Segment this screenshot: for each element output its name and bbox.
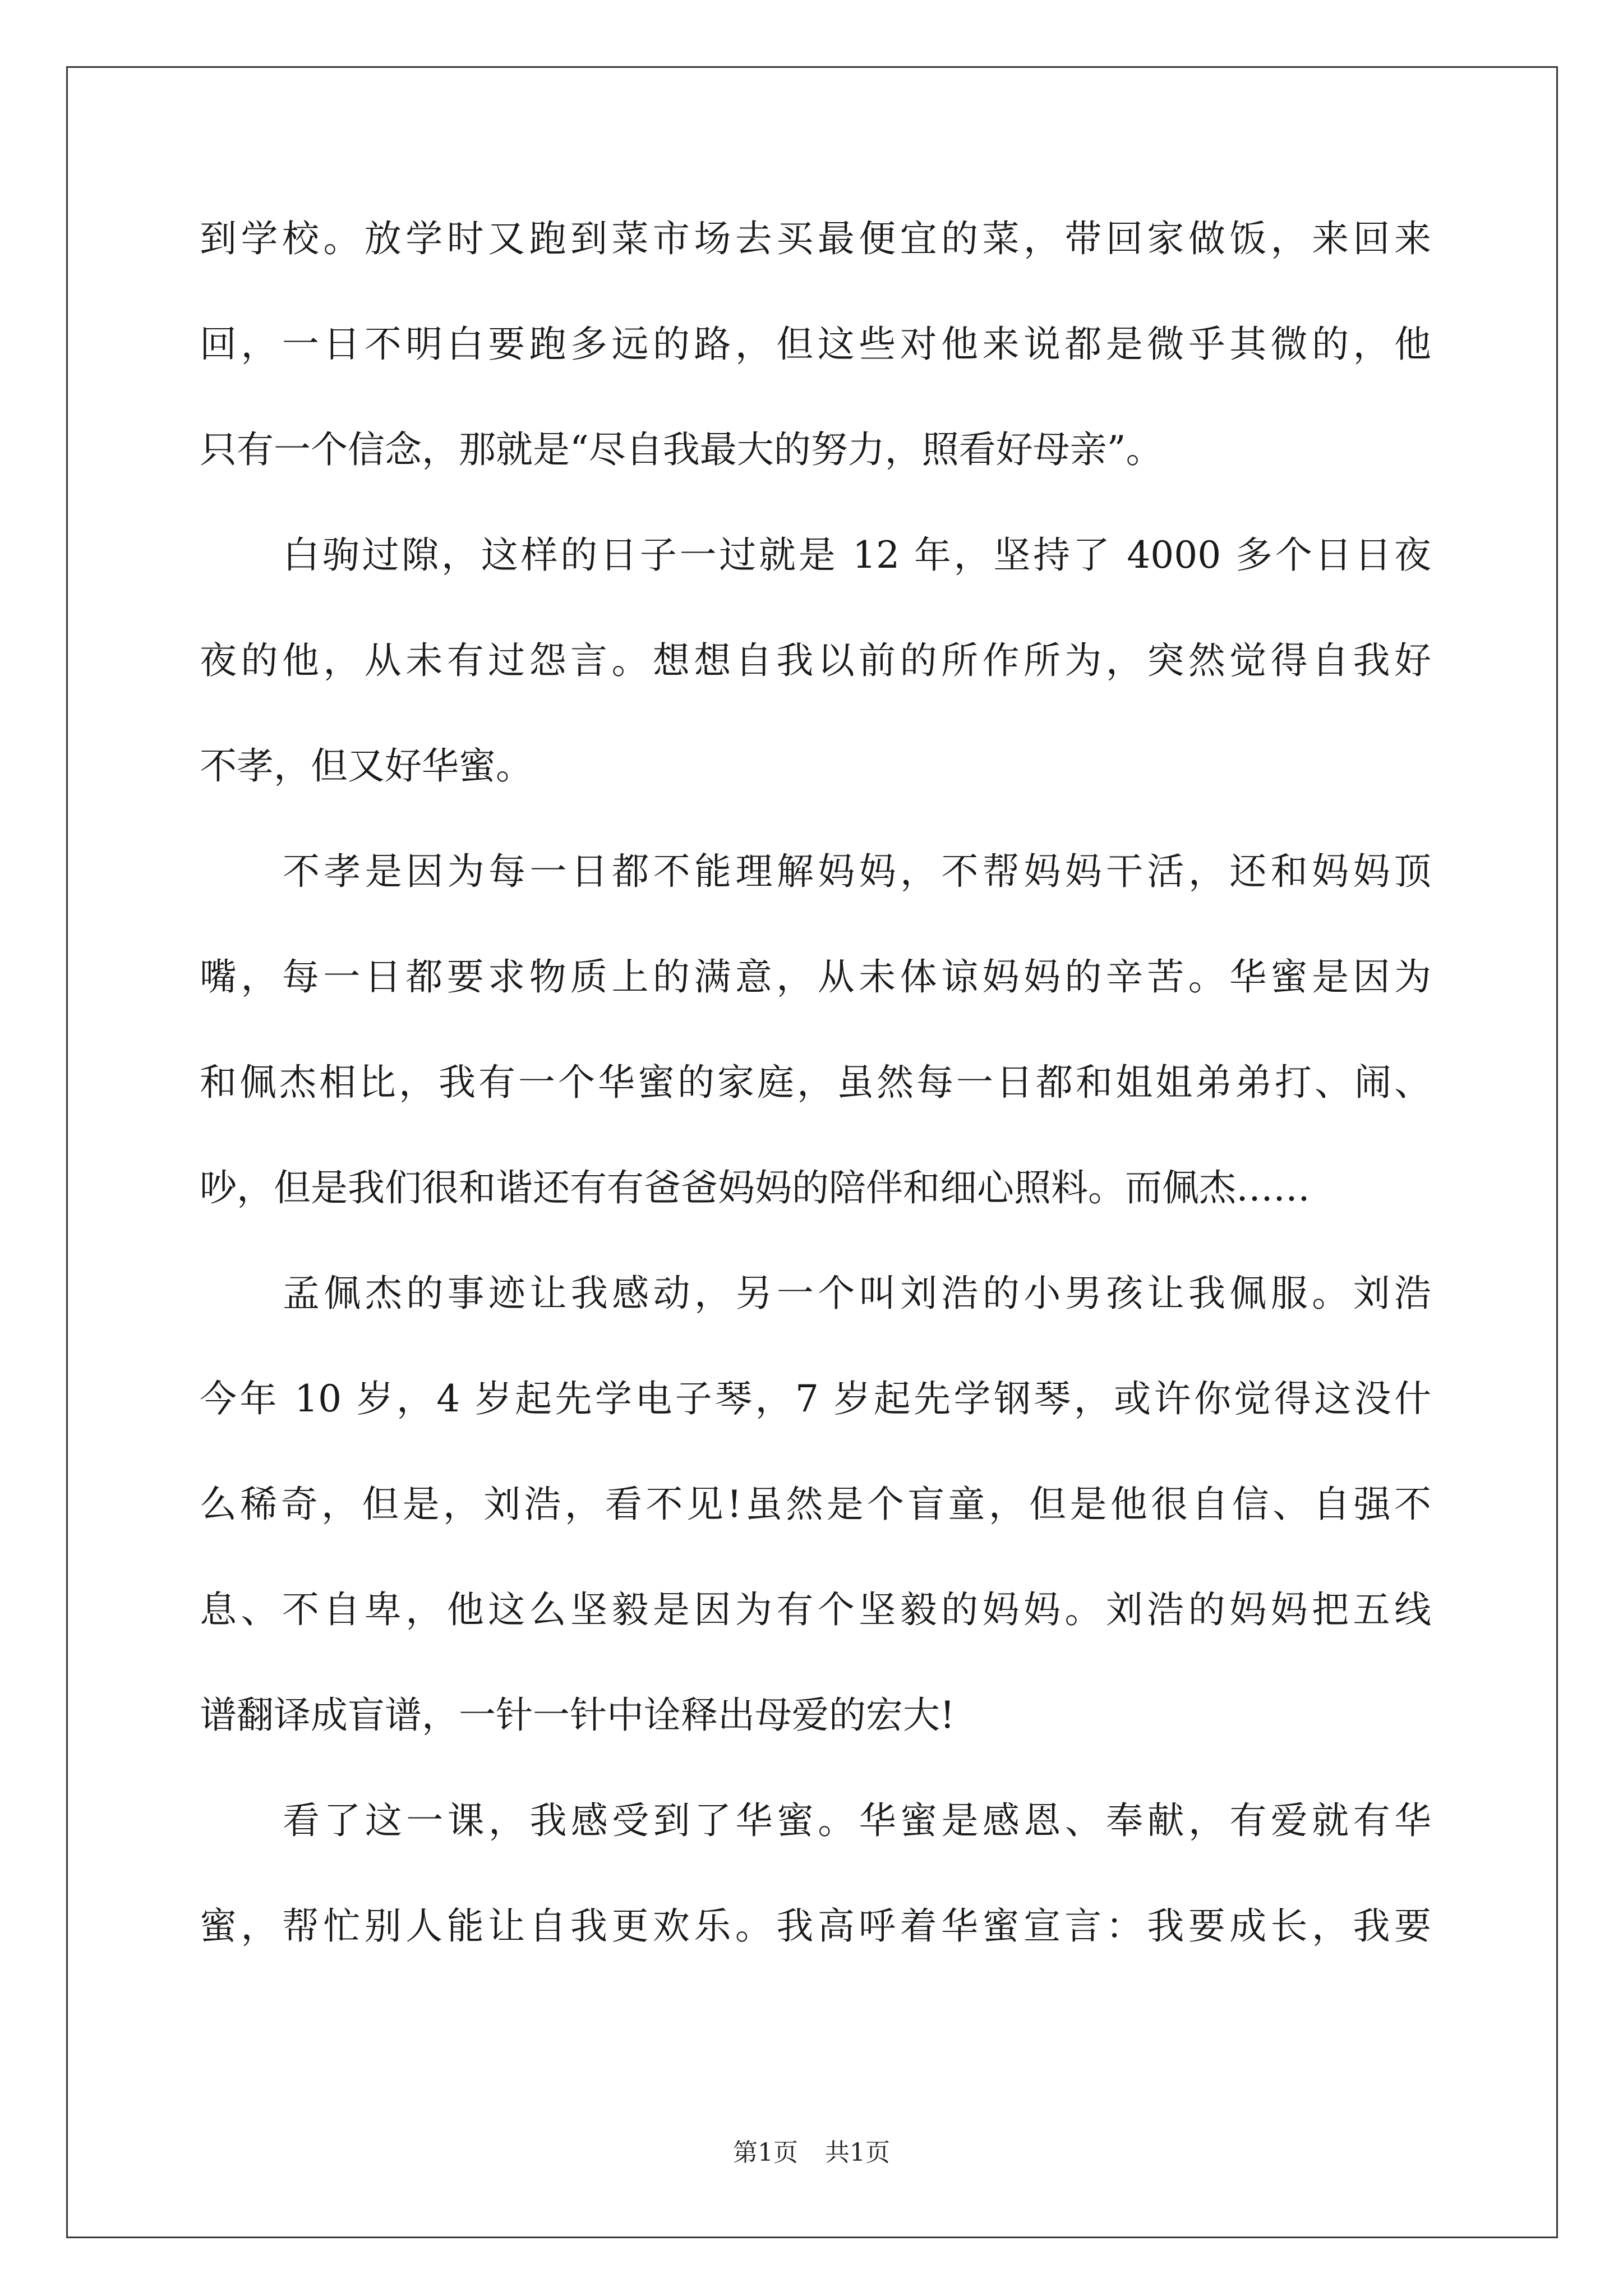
text-line: 白驹过隙，这样的日子一过就是 12 年，坚持了 4000 多个日日夜: [283, 533, 1431, 577]
text-line: 到学校。放学时又跑到菜市场去买最便宜的菜，带回家做饭，来回来: [200, 217, 1431, 260]
text-line: 么稀奇，但是，刘浩，看不见!虽然是个盲童，但是他很自信、自强不: [200, 1483, 1431, 1526]
paragraph-1: [200, 212, 1431, 477]
text-line: 看了这一课，我感受到了华蜜。华蜜是感恩、奉献，有爱就有华: [283, 1799, 1431, 1842]
text-line: 不孝，但又好华蜜。: [200, 744, 533, 788]
paragraph-4: [200, 1267, 1431, 1742]
text-line: 和佩杰相比，我有一个华蜜的家庭，虽然每一日都和姐姐弟弟打、闹、: [200, 1061, 1431, 1104]
page-number: 第1页: [733, 2138, 798, 2167]
paragraph-3: [200, 845, 1431, 1215]
page-total: 共1页: [825, 2138, 890, 2167]
text-line: 不孝是因为每一日都不能理解妈妈，不帮妈妈干活，还和妈妈顶: [283, 850, 1431, 893]
text-line: 回，一日不明白要跑多远的路，但这些对他来说都是微乎其微的，他: [200, 323, 1431, 366]
text-line: 蜜，帮忙别人能让自我更欢乐。我高呼着华蜜宣言：我要成长，我要: [200, 1904, 1431, 1948]
text-line: 今年 10 岁，4 岁起先学电子琴，7 岁起先学钢琴，或许你觉得这没什: [200, 1377, 1431, 1420]
page-footer: [0, 2136, 1623, 2170]
paragraph-2: [200, 528, 1431, 793]
paragraph-5: [200, 1794, 1431, 1953]
text-line: 吵，但是我们很和谐还有有爸爸妈妈的陪伴和细心照料。而佩杰……: [200, 1166, 1310, 1209]
text-line: 嘴，每一日都要求物质上的满意，从未体谅妈妈的辛苦。华蜜是因为: [200, 955, 1431, 999]
document-body: [200, 212, 1431, 2005]
text-line: 只有一个信念，那就是“尽自我最大的努力，照看好母亲”。: [200, 428, 1163, 471]
text-line: 谱翻译成盲谱，一针一针中诠释出母爱的宏大!: [200, 1694, 955, 1737]
text-line: 夜的他，从未有过怨言。想想自我以前的所作所为，突然觉得自我好: [200, 639, 1431, 682]
text-line: 息、不自卑，他这么坚毅是因为有个坚毅的妈妈。刘浩的妈妈把五线: [200, 1588, 1431, 1631]
text-line: 孟佩杰的事迹让我感动，另一个叫刘浩的小男孩让我佩服。刘浩: [283, 1272, 1431, 1315]
